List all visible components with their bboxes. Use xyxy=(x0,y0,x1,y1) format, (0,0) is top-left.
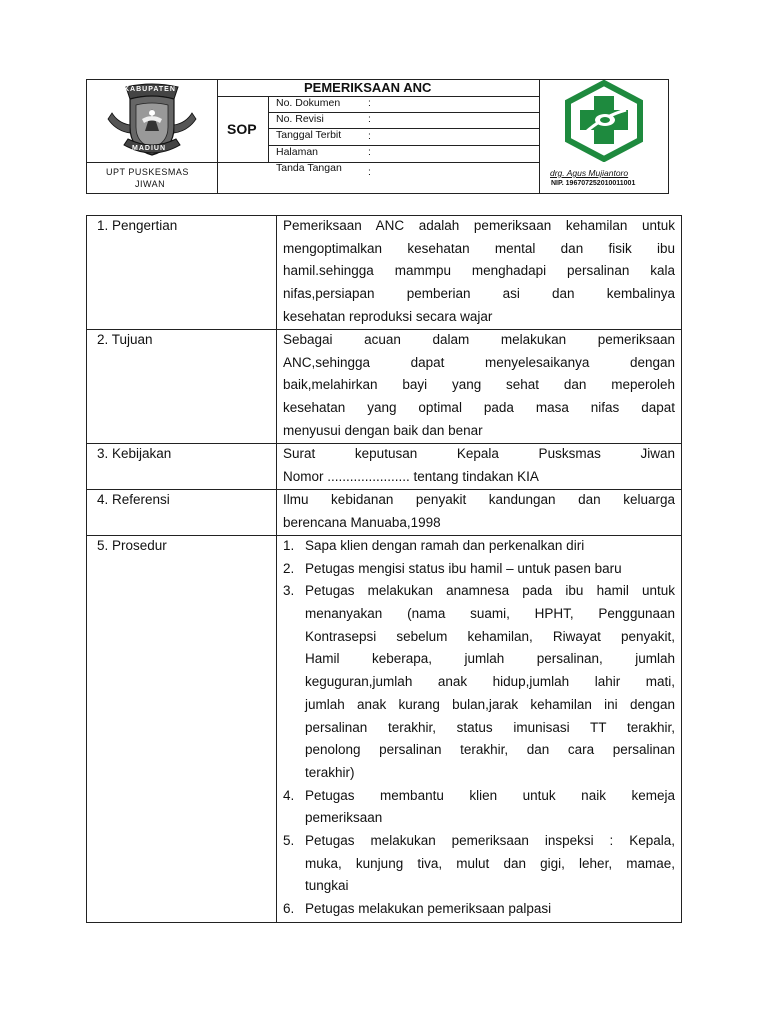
section-label-tujuan: 2. Tujuan xyxy=(97,332,153,347)
item-text: tungkai xyxy=(305,878,349,894)
item-text: menanyakan (nama suami, HPHT, Penggunaan xyxy=(305,606,675,622)
item-text: Petugas membantu klien untuk naik kemeja xyxy=(305,787,675,803)
item-number: 6. xyxy=(283,901,295,916)
institution-location: JIWAN xyxy=(135,179,166,189)
text-line: Sebagai acuan dalam melakukan pemeriksaan xyxy=(283,332,675,347)
signatory-nip: NIP. 196707252010011001 xyxy=(551,180,636,187)
list-item xyxy=(283,898,675,921)
section-text-pengertian xyxy=(283,215,675,328)
sop-label: SOP xyxy=(227,121,257,137)
signatory-name: drg. Agus Mujiantoro xyxy=(550,168,629,178)
text-line: menyusui dengan baik dan benar xyxy=(283,422,483,438)
procedure-list xyxy=(283,535,675,921)
text-line: kesehatan yang optimal pada masa nifas dapat xyxy=(283,400,675,416)
list-item xyxy=(283,535,675,558)
item-text: Kontrasepsi sebelum kehamilan, Riwayat penyakit, xyxy=(305,628,675,644)
list-item xyxy=(283,580,675,784)
text-line: baik,melahirkan bayi yang sehat dan meperoleh xyxy=(283,377,675,393)
item-number: 1. xyxy=(283,538,295,553)
text-line: Surat keputusan Kepala Pusksmas Jiwan xyxy=(283,446,675,461)
puskesmas-logo xyxy=(562,80,646,162)
section-text-kebijakan xyxy=(283,443,675,488)
item-number: 3. xyxy=(283,583,295,599)
section-label-kebijakan: 3. Kebijakan xyxy=(97,446,172,461)
field-label: No. Dokumen xyxy=(276,97,341,109)
item-text: penolong persalinan terakhir, dan cara persalinan xyxy=(305,742,675,758)
field-colon: : xyxy=(368,97,371,109)
item-text: Sapa klien dengan ramah dan perkenalkan diri xyxy=(305,538,585,553)
item-text: Hamil keberapa, jumlah persalinan, jumlah xyxy=(305,651,675,667)
text-line: berencana Manuaba,1998 xyxy=(283,514,441,530)
text-line: hamil.sehingga mammpu menghadapi persalinan kala xyxy=(283,263,675,279)
item-text: Petugas melakukan pemeriksaan palpasi xyxy=(305,901,552,916)
field-label: Tanda Tangan xyxy=(276,162,342,174)
section-label-referensi: 4. Referensi xyxy=(97,492,170,507)
section-text-referensi xyxy=(283,489,675,534)
logo-text-bottom: MADIUN xyxy=(132,145,166,152)
text-line: kesehatan reproduksi secara wajar xyxy=(283,308,493,324)
item-text: Petugas mengisi status ibu hamil – untuk pasen baru xyxy=(305,560,622,576)
section-label-prosedur: 5. Prosedur xyxy=(97,538,167,553)
text-line: Nomor ...................... tentang tindakan KIA xyxy=(283,468,539,484)
field-label: No. Revisi xyxy=(276,113,324,125)
field-colon: : xyxy=(368,113,371,125)
section-text-tujuan xyxy=(283,329,675,442)
item-text: keguguran,jumlah anak hidup,jumlah lahir mati, xyxy=(305,674,675,690)
list-item xyxy=(283,785,675,830)
field-colon: : xyxy=(368,146,371,158)
text-line: ANC,sehingga dapat menyelesaikanya dengan xyxy=(283,354,675,370)
section-label-pengertian: 1. Pengertian xyxy=(97,218,178,233)
field-colon: : xyxy=(368,166,371,178)
field-colon: : xyxy=(368,130,371,142)
list-item xyxy=(283,830,675,898)
item-text: pemeriksaan xyxy=(305,810,383,826)
item-number: 2. xyxy=(283,560,295,576)
item-text: jumlah anak kurang bulan,jarak kehamilan ini dengan xyxy=(305,696,675,712)
institution-name: UPT PUSKESMAS xyxy=(106,167,189,177)
text-line: Pemeriksaan ANC adalah pemeriksaan kehamilan untuk xyxy=(283,218,675,233)
field-label: Tanggal Terbit xyxy=(276,129,342,141)
item-number: 4. xyxy=(283,787,295,803)
text-line: mengoptimalkan kesehatan mental dan fisik ibu xyxy=(283,240,675,256)
field-label: Halaman xyxy=(276,146,319,158)
item-text: persalinan terakhir, status imunisasi TT terakhir, xyxy=(305,719,675,735)
item-text: Petugas melakukan pemeriksaan inspeksi : Kepala, xyxy=(305,832,675,848)
item-text: muka, kunjung tiva, mulut dan gigi, leher, mamae, xyxy=(305,855,675,871)
logo-text-top: KABUPATEN xyxy=(124,86,176,93)
item-number: 5. xyxy=(283,832,295,848)
item-text: Petugas melakukan anamnesa pada ibu hamil untuk xyxy=(305,583,675,599)
page-title: PEMERIKSAAN ANC xyxy=(304,80,432,95)
list-item xyxy=(283,558,675,581)
text-line: nifas,persiapan pemberian asi dan kembalinya xyxy=(283,286,675,302)
text-line: Ilmu kebidanan penyakit kandungan dan keluarga xyxy=(283,492,675,507)
item-text: terakhir) xyxy=(305,764,355,780)
